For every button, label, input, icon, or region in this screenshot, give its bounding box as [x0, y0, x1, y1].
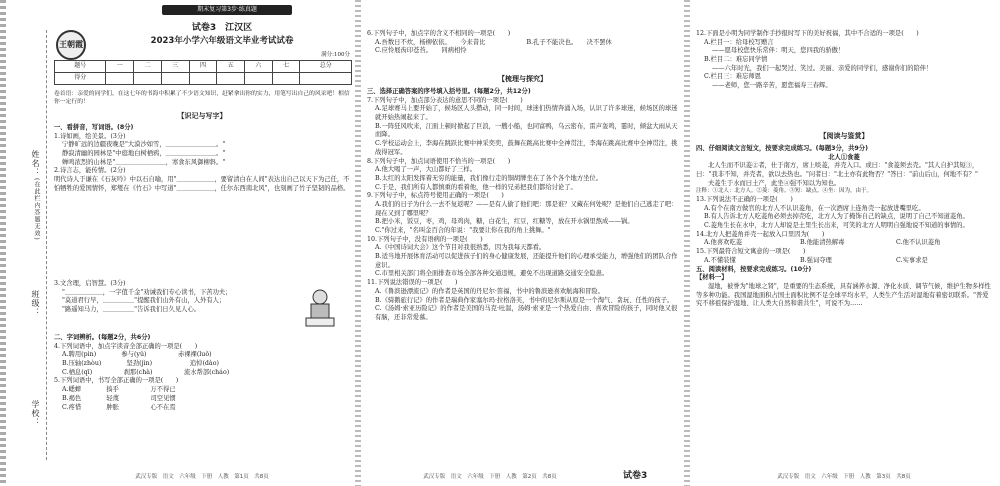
passage: 北人生而不识菱②者，仕于南方，席上啖菱，并壳入口。或曰："食菱须去壳。"其人自护其短③，曰："我非不知，并壳者，欲以去热也。"问者曰："北土亦有此物否？"答曰："前山后山，何地不有？"	[696, 162, 979, 179]
question-block-3: 三、选择正确答案的序号填入括号里。(每题2分，共12分) 7.下列句子中，加点部分表达的意思不同的一项是( ) A.足球赛马上要开始了，候场区人头攒动，同一时间，球迷们热情奔涌入场，认识了许多球迷，候场区的球迷就开始热闹起来了。 B.一阵狂风吹来，江面上顿时掀起了巨浪，一艘小船，也同富鸭，乌云密布，雷声轰鸣，霎时，倾盆大雨从天而降。 C.学校运动会上，李海在跳跃比赛中神采奕奕，鼓舞在跳高比赛中全神贯注，李海在跳高比赛中全神贯注，挑战得冠军。 8.下列句子中，加点词语使用不恰当的一项是( ) A.他大喝了一声，大山都好了三样。 B.太红的太阳发挥着无穷的能量，我们像行走的铜胡牌坐在了各个各个地方坐位。 C.于是，我们所有人都慎重的看着他，他一样的兄弟把我们都给讨论了。 9.下列句子中，标点符号使用正确的一项是( ) A.我们的日子为什么一去不复返呢？——是有人偷了他们吧：那是谁？又藏在何处呢？是他们自己逃走了吧：现在又到了哪里呢？ B.把小米，饭豆，枣，鸡，母鸡肉，糖，白花生，红豆，红糖等，放在开水锅里熬成——锅。 C."你过来，"名叫金百合的年说："我要让你在我的角上挑舞。" 10.下列句子中，没有语病的一项是( ) A.《中国诗词大会》这个节目对我很熟悉，因为我每天都看。 B.适当地开展体育活动可以促进孩子们的身心健康发展，还能提升他们的心理承受能力，增强他们的团队合作意识。 C.市里相关部门将全面排查市场全部各种交通违规，避免不出现道路交通安全隐患。 11.下列说法错误的一项是( ) A.《鲁滨逊漂流记》的作者是英国的丹尼尔·笛福，书中的鲁滨逊喜欢航海和冒险。 B.《骑鹅旅行记》的作者是瑞典作家塞尔玛·拉格洛芙，书中的尼尔斯从原是一个淘气、贪玩、任性的孩子。 C.《汤姆·索亚历险记》的作者是美国的马克·吐温，汤姆·索亚是一个热爱自由、喜欢冒险的孩子，同时他又很有脑，还非常爱慕。	[367, 88, 678, 321]
page-separator	[684, 0, 690, 486]
paper-tag: 试卷3	[623, 471, 648, 481]
section-title: 【识记与写字】	[177, 112, 227, 120]
q2-4B: B.压轴(zhòu) 坚劲(jìn) 追悼(dào)	[62, 360, 219, 368]
teacher-illustration	[304, 288, 336, 328]
binding-strip	[0, 0, 52, 486]
score-header: 一	[106, 61, 134, 73]
question-block-4: 四、仔细阅读文言短文，按要求完成练习。(每题3分，共9分) 北人①食菱 北人生而不识菱②者，仕于南方，席上啖菱，并壳入口。或曰："食菱须去壳。"其人自护其短③，曰："我非不知，并壳者，欲以去热也。"问者曰："北土亦有此物否？"答曰："前山后山，何地不有？" 夫菱生于水而曰土产，此坐④强不知以为知也。 注释：①北人：北方人。②菱：菱角。③短：缺点。④坐：因为，由于。 13.下列说法不正确的一项是( ) A.有个在南方做官的北方人不认识菱角，在一次酒席上连角壳一起放进嘴里吃。 B.有人告诉北方人吃菱角必须去掉壳吃，北方人为了掩饰自己的缺点，说明了自己不知道菱角。 C.菱角生长在水中，北方人却说是土里生长出来，可笑的北方人明明自强地说不知道的事情的。 14.北方人把菱角并壳一起放入口里因为( ) A.他喜欢吃菱 B.他能清热解毒 C.他不认识菱角 15.下列最符合短文寓意的一项是( ) A.不懂装懂 B.强词夺理 C.实事求是 五、阅读材料，按要求完成练习。(10分) 【材料一】 湿地，被誉为"地球之肾"，是重要的生态系统，具有涵养水源、净化水质、调节气候，维护生物多样性等多种功能。我国湿地面积占国土面积比例不足全球平均水平，人类生产生活对湿地有着密切联系。"普爱究不移祖保护湿地、让人类大自然和谐共生"，可说不为……	[696, 145, 991, 308]
q1-3: 3.文含理，启智慧。(3分)	[54, 280, 126, 287]
q2-5: 5.下列词语中，书写全部正确的一项是( )	[54, 377, 179, 385]
strip-wave	[0, 0, 6, 486]
brand-logo: 王朝霞	[56, 30, 86, 60]
page-footer: 武汉专版 语文 六年级 下册 人教 第2页 共8页	[423, 474, 557, 480]
paper-title: 试卷3 江汉区	[191, 23, 253, 33]
score-row	[55, 73, 352, 85]
paper-subtitle: 2023年小学六年级语文毕业考试试卷	[150, 36, 294, 46]
page-2	[365, 0, 680, 486]
question-block-1	[54, 124, 350, 194]
page-1	[52, 0, 352, 486]
question-block-3: 3.文含理，启智慧。(3分) "＿＿＿＿＿＿，一字值千金"劝诫我们专心读书，下苦功夫； "莫道君行早，＿＿＿＿＿"提醒我们山外有山，人外有人； "路遥知马力，＿＿＿＿＿"告诉我们日久见人心。	[54, 280, 284, 315]
cut-line	[46, 30, 47, 460]
q6: 6.下列句子中，加点字的含义不相同的一项是( )	[367, 30, 511, 37]
q2-5B: B.褐色 轻蔑 司空见惯	[62, 394, 176, 402]
section-title: 【梳理与探究】	[498, 75, 547, 83]
score-row-label: 得分	[55, 73, 106, 85]
q2-5A: A.蟋蟀 揍乎 万不得已	[62, 386, 176, 394]
score-header: 题号	[55, 61, 106, 73]
school-label: 学校：	[31, 400, 40, 427]
q2-5C: C.疼惜 肿胀 心不在焉	[62, 403, 176, 411]
reading-title: 北人①食菱	[828, 153, 860, 161]
score-header: 六	[245, 61, 273, 73]
score-table	[54, 60, 352, 85]
page-footer: 武汉专版 语文 六年级 下册 人教 第1页 共8页	[135, 474, 269, 480]
score-header: 三	[161, 61, 189, 73]
notes: 注释：①北人：北方人。②菱：菱角。③短：缺点。④坐：因为，由于。	[696, 188, 873, 195]
score-header: 总分	[300, 61, 352, 73]
q1-1: 1.诗如画，绘美景。(3分)	[54, 132, 126, 140]
section-title: 【阅读与鉴赏】	[819, 132, 869, 140]
q1-title: 一、看拼音，写词语。(8分)	[54, 124, 134, 131]
question-block-2	[54, 334, 352, 412]
q2-4: 4.下列词语中，加点字读音全部正确的一项是( )	[54, 342, 198, 350]
page-footer: 武汉专版 语文 六年级 下册 人教 第3页 共8页	[777, 474, 911, 480]
notice: 卷首语：亲爱的同学们，在这七年的书海中积累了不少语文知识，赶紧拿出你的实力，用笔写出自己的风采吧！相信你一定行的！	[54, 91, 350, 105]
q1-2a: 明代诗人于谦在《石灰吟》中以石自喻，用"＿＿＿＿＿＿，要留清白在人间"表达出自己以天下为己任，不怕牺牲的爱国情怀，郑燮在《竹石》中写道"＿＿＿＿＿＿，任尔东西南北风"，也刻画了竹子坚韧的品格。	[54, 176, 350, 192]
q2-title: 二、字词辨析。(每题2分，共6分)	[54, 334, 151, 341]
q2-4C: C.栖息(qī) 刹那(chà) 流水帮部(cháo)	[62, 368, 230, 376]
q1-1b: 静寂清幽的园林是"中庭地白树栖鸦，＿＿＿＿＿＿＿＿。"	[62, 150, 226, 158]
q1-2: 2.诗言志，能传情。(2分)	[54, 167, 126, 175]
name-label: 姓名：	[31, 150, 40, 177]
question-block-12: 12.下面是小明为同学制作手抄报时写下的美好祝福，其中不合适的一项是( ) A.栏目一：给母校写赠言 ——愿母校您快乐常伴：明天，您四我的骄傲！ B.栏目二：难忘同学情 ——六年时光，我们一起哭过、笑过。美丽、亲爱的同学们，感谢你们的陪伴！ C.栏目三：难忘师恩 ——老师，您一路辛苦，愿您福寿三春辉。	[696, 30, 933, 90]
page-separator	[355, 0, 361, 486]
class-label: 班级：	[31, 290, 40, 317]
score-header: 二	[134, 61, 162, 73]
strip-info: (在此栏内答题无效)	[33, 178, 40, 241]
q1-1c: 蝉鸣浓烈的山林是"＿＿＿＿＿＿＿＿，寒食东风御柳斜。"	[62, 158, 226, 166]
score-header: 五	[217, 61, 245, 73]
q2-4A: A.聘用(pìn) 参与(yǔ) 赤裸裸(luǒ)	[62, 351, 212, 359]
page-3	[694, 0, 994, 486]
banner: 期末复习第3步·练真题	[162, 5, 292, 15]
question-block-6: 6.下列句子中，加点字的含义不相同的一项是( ) A.吾数日不炊，杨柳依依。 今来昔比 B.孔子不能决也。 决不罢休 C.应怜屐齿印苍苔。 同病相怜	[367, 30, 678, 56]
q1-1a: 宁静旷远的边疆夜晚是"大漠沙如雪，＿＿＿＿＿＿＿＿。"	[62, 141, 226, 149]
score-header-row	[55, 61, 352, 73]
score-header: 四	[189, 61, 217, 73]
total-score: 满分:100分	[321, 52, 350, 58]
score-header: 七	[272, 61, 300, 73]
